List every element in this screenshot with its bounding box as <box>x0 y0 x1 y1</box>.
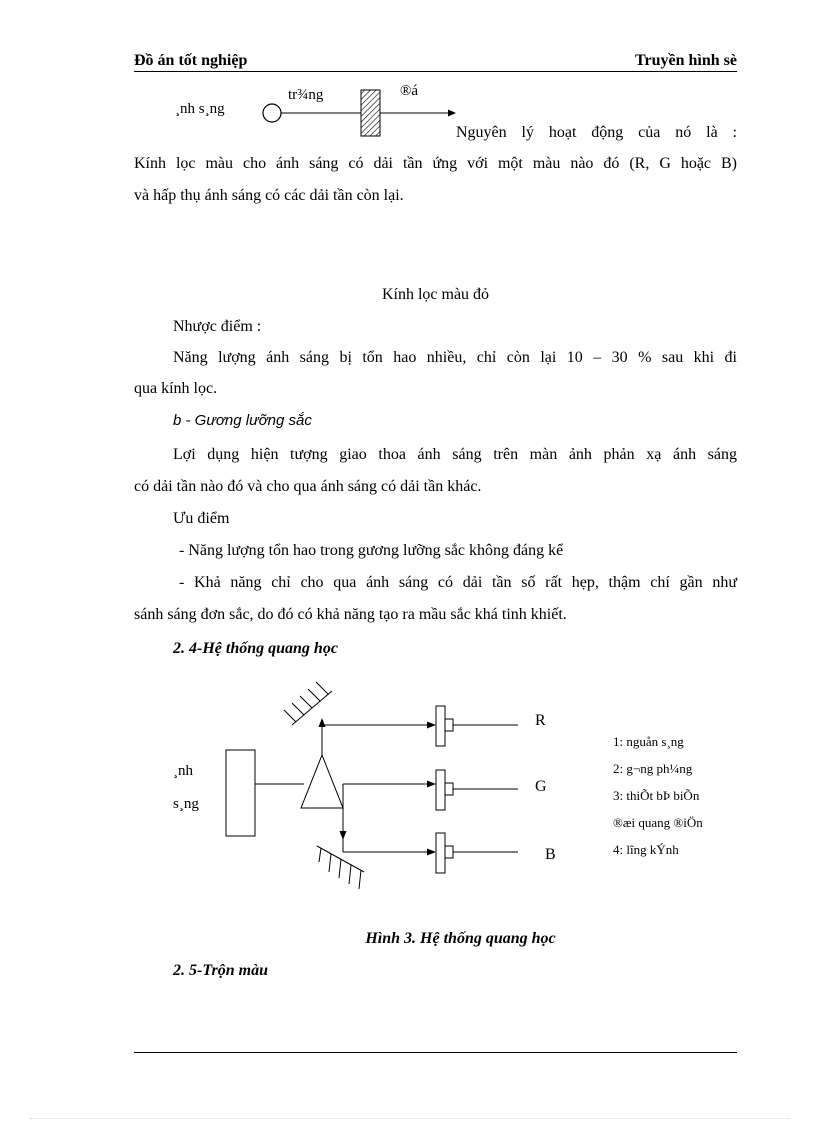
channel-g-label: G <box>535 778 547 795</box>
mirror-heading: b - Gương lưỡng sắc <box>173 412 312 429</box>
disadvantage-line-1: Năng lượng ánh sáng bị tổn hao nhiều, chỉ còn lại 10 – 30 % sau khi đi <box>173 349 737 366</box>
output-arrowhead <box>448 110 456 117</box>
light-source-box <box>226 750 255 836</box>
optics-input-label-1: ¸nh <box>173 763 193 779</box>
legend-item: 1: nguån s¸ng <box>613 734 684 749</box>
advantage-bullet-1: - Năng lượng tổn hao trong gương lưỡng sắc không đáng kể <box>179 542 564 559</box>
legend-item: 3: thiÕt bÞ biÕn <box>613 788 700 803</box>
optics-system-diagram <box>200 680 560 905</box>
color-filter-diagram <box>250 80 470 140</box>
intro-line-2: Kính lọc màu cho ánh sáng có dải tần ứng với một màu nào đó (R, G hoặc B) <box>134 155 737 172</box>
intro-line-3: và hấp thụ ánh sáng có các dải tần còn lại. <box>134 187 404 204</box>
advantage-bullet-2-line-2: sánh sáng đơn sắc, do đó có khả năng tạo ra mầu sắc khá tinh khiết. <box>134 606 567 623</box>
channel-r-label: R <box>535 712 546 729</box>
mirror-p1-line-1: Lợi dụng hiện tượng giao thoa ánh sáng trên màn ảnh phản xạ ánh sáng <box>173 446 737 463</box>
channel-b-label: B <box>545 846 556 863</box>
filter-output-label: ®á <box>400 83 419 99</box>
advantage-heading: Ưu điểm <box>173 510 230 527</box>
optics-legend <box>613 728 753 857</box>
filter-input-label: ¸nh s¸ng <box>175 101 225 117</box>
figure-caption: Hình 3. Hệ thống quang học <box>365 930 556 947</box>
filter-caption: Kính lọc màu đỏ <box>381 286 490 303</box>
disadvantage-line-2: qua kính lọc. <box>134 380 218 397</box>
header-rule <box>134 71 737 72</box>
optics-input-label-2: s¸ng <box>173 796 199 812</box>
light-source-circle <box>263 104 281 122</box>
intro-first-line: Nguyên lý hoạt động của nó là : <box>456 124 737 141</box>
legend-item: ®æi quang ®iÖn <box>613 815 703 830</box>
detector-r <box>436 706 445 746</box>
filter-block <box>361 90 380 136</box>
page-bottom-border <box>30 1118 790 1119</box>
advantage-bullet-2-line-1: - Khả năng chỉ cho qua ánh sáng có dải tần số rất hẹp, thậm chí gần như <box>179 574 737 591</box>
header-right-title: Truyền hình sè <box>635 52 737 69</box>
section-mixing-heading: 2. 5-Trộn màu <box>173 962 268 979</box>
disadvantage-heading: Nhược điểm : <box>173 318 262 335</box>
header-left-title: Đồ án tốt nghiệp <box>134 52 248 69</box>
legend-item: 2: g¬ng ph¼ng <box>613 761 693 776</box>
filter-white-label: tr¾ng <box>288 87 324 103</box>
section-optics-heading: 2. 4-Hệ thống quang học <box>173 640 338 657</box>
mirror-p1-line-2: có dải tần nào đó và cho qua ánh sáng có dải tần khác. <box>134 478 482 495</box>
legend-item: 4: lîng kÝnh <box>613 842 679 857</box>
detector-b <box>436 833 445 873</box>
detector-g <box>436 770 445 810</box>
footer-rule <box>134 1052 737 1053</box>
prism <box>301 755 343 808</box>
